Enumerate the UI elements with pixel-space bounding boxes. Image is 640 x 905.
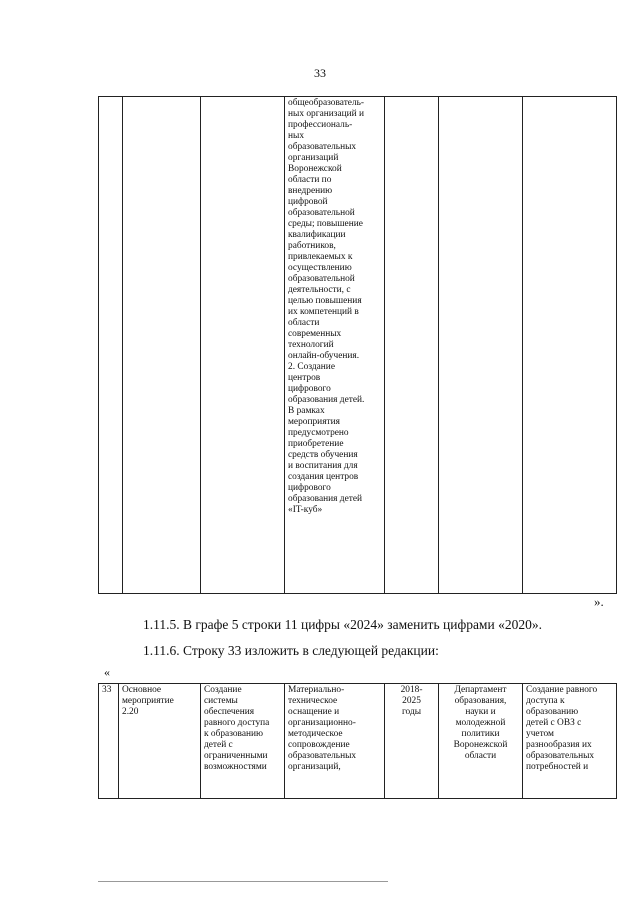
table-cell-period [385, 97, 439, 594]
table-cell-status: Основное мероприятие 2.20 [119, 684, 201, 799]
top-table-fragment [98, 96, 617, 594]
table-cell-name: Создание системы обеспечения равного доступа к образованию детей с ограниченными возможностями [201, 684, 285, 799]
table-cell-executor [439, 97, 523, 594]
table-cell-result: Создание равного доступа к образованию детей с ОВЗ с учетом разнообразия их образовательных потребностей и [523, 684, 617, 799]
closing-quote: ». [594, 594, 604, 609]
paragraph-amendment-1: 1.11.5. В графе 5 строки 11 цифры «2024» заменить цифрами «2020». [143, 617, 542, 632]
table-row [99, 97, 617, 594]
table-cell-period: 2018- 2025 годы [385, 684, 439, 799]
table-cell-description: общеобразователь- ных организаций и профессиональ- ных образовательных организаций Воронежской области по внедрению цифровой образовательной среды; повышение квалификации работников, привлекаемых к осуществлению образовательной деятельности, с целью повышения их компетенций в области современных технологий онлайн-обучения. 2. Создание центров цифрового образования детей. В рамках мероприятия предусмотрено приобретение средств обучения и воспитания для создания центров цифрового образования детей «IT-куб» [285, 97, 385, 594]
opening-quote: « [104, 665, 110, 679]
bottom-table-row-33 [98, 683, 617, 799]
table-cell-description: Материально- техническое оснащение и организационно- методическое сопровождение образовательных организаций, [285, 684, 385, 799]
page-number: 33 [314, 66, 326, 80]
table-cell-status [123, 97, 201, 594]
table-cell-num [99, 97, 123, 594]
table-cell-num: 33 [99, 684, 119, 799]
table-row [99, 684, 617, 799]
paragraph-amendment-2: 1.11.6. Строку 33 изложить в следующей редакции: [143, 643, 439, 658]
footer-rule [98, 881, 388, 882]
table-cell-name [201, 97, 285, 594]
table-cell-executor: Департамент образования, науки и молодежной политики Воронежской области [439, 684, 523, 799]
table-cell-result [523, 97, 617, 594]
